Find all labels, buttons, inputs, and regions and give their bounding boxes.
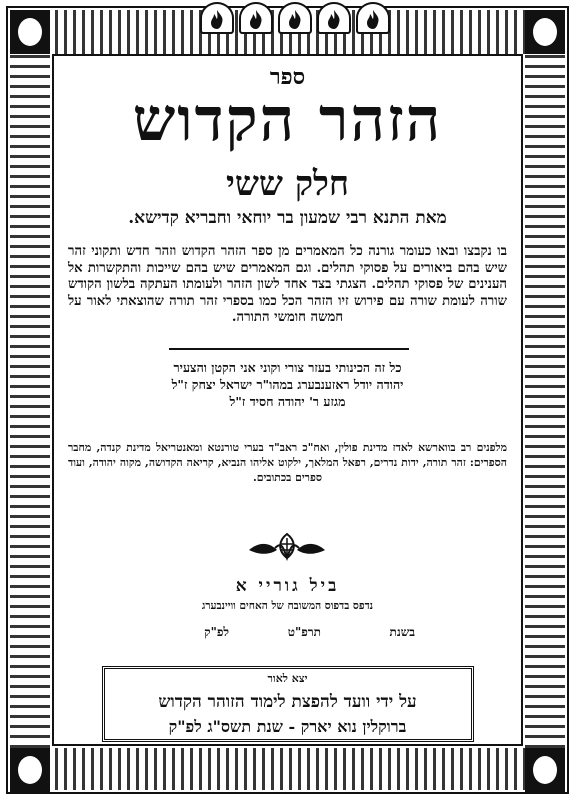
- flame-icon: [200, 2, 234, 34]
- print-location: ביל גוריי א: [235, 576, 340, 596]
- flame-ornaments: [200, 2, 390, 36]
- editor-line-2: יהודה יודל ראזענבערג במהו"ר ישראל יצחק ז"ל: [171, 377, 404, 392]
- border-band-left: [10, 54, 50, 748]
- divider: [169, 348, 409, 350]
- corner-ornament: [525, 10, 565, 54]
- sefer-label: ספר: [269, 64, 306, 90]
- corner-ornament: [10, 748, 50, 792]
- publisher-name: על ידי וועד להפצת לימוד הזוהר הקדוש: [158, 692, 417, 712]
- book-description: בו נקבצו ובאו כעומר גורנה כל המאמרים מן ספר הזהר הקדוש וזהר חדש ותקוני זהר שיש בהם ביאורים על פסוקי תהלים. וגם המאמרים שיש בהם שייכות והתקשרות אל הענינים של פסוקי תהלים. הצגתי בצד אחד לשון הזהר ולעומתו העתקה בלשון הקודש שורה לעומת שורה עם פירוש זיו הזהר הכל כמו בספרי זהר תורה שהוצאתי לאור על חמשה חומשי התורה.: [68, 244, 507, 325]
- editor-positions: מלפנים רב בווארשא לאדז מדינת פולין, ואח"כ ראב"ד בערי טורנטא ומאנטריאל מדינת קנדה, מחבר הספרים: זהר תורה, ידות נדרים, רפאל המלאך, ילקוט אליהו הנביא, קריאה הקדושה, מקוה יהודה, ועוד ספרים בכתובים.: [68, 441, 507, 484]
- corner-ornament: [10, 10, 50, 54]
- year-label: בשנת: [389, 625, 415, 639]
- flame-icon: [317, 2, 351, 34]
- author-line: מאת התנא רבי שמעון בר יוחאי וחבריא קדישא.: [128, 208, 447, 228]
- corner-ornament: [525, 748, 565, 792]
- flame-icon: [356, 2, 390, 34]
- publication-city-year: ברוקלין נוא יארק - שנת תשס"ג לפ"ק: [168, 717, 407, 736]
- border-band-bottom: [10, 748, 565, 790]
- editor-line-1: כל זה הכינותי בעזר צורי וקוני אני הקטן והצעיר: [173, 360, 402, 375]
- flame-icon: [239, 2, 273, 34]
- year-line: [64, 625, 511, 645]
- border-band-right: [525, 54, 565, 748]
- editor-block: [64, 359, 511, 410]
- publication-label: יצא לאור: [267, 672, 308, 685]
- editor-line-3: מגזע ר' יהודה חסיד ז"ל: [229, 394, 346, 409]
- year-value: תרפ"ט: [287, 625, 321, 639]
- flame-icon: [278, 2, 312, 34]
- floral-ornament-icon: [247, 530, 327, 564]
- printer-line: נדפס בדפוס המשובח של האחים וויינבערג: [201, 600, 374, 612]
- volume-label: חלק ששי: [225, 164, 350, 204]
- title-page-content: [64, 58, 511, 742]
- book-title: הזהר הקדוש: [132, 86, 443, 154]
- year-era: לפ"ק: [204, 625, 229, 639]
